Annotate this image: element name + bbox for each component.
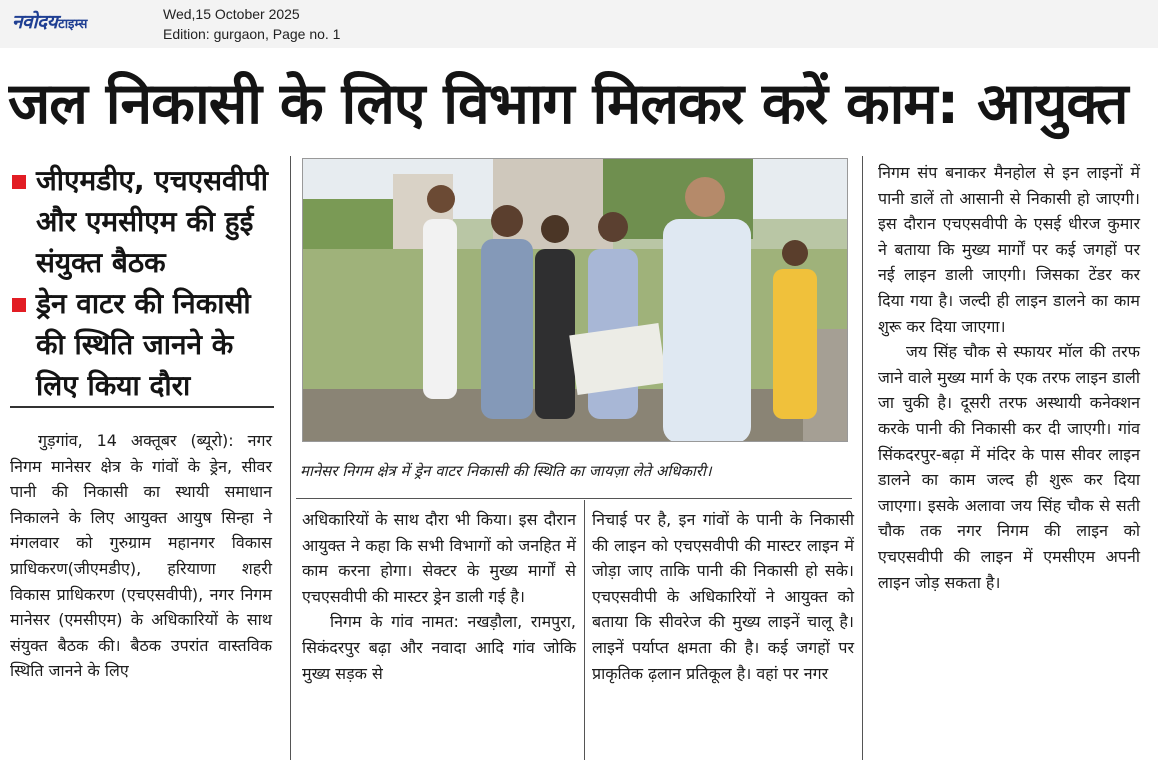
article-column-2 [302, 507, 576, 686]
subhead-divider [10, 406, 274, 408]
logo-main-text: नवोदय [12, 11, 58, 33]
photo-caption: मानेसर निगम क्षेत्र में ड्रेन वाटर निकासी की स्थिति का जायज़ा लेते अधिकारी। [300, 462, 712, 480]
subheads [12, 160, 282, 406]
red-square-bullet-icon [12, 175, 26, 189]
column-4-para-1: निगम संप बनाकर मैनहोल से इन लाइनों में पानी डालें तो आसानी से निकासी हो जाएगी। इस दौरान एचएसवीपी के एसई धीरज कुमार ने बताया कि मुख्य मार्गों पर कई जगहों पर नई लाइन डाली जाएगी। जिसका टेंडर कर दिया गया है। जल्दी ही लाइन डालने का काम शुरू कर दिया जाएगा। [878, 163, 1140, 336]
column-divider [290, 156, 291, 760]
article-column-4 [878, 160, 1140, 595]
column-divider [584, 500, 585, 760]
column-2-para-2: निगम के गांव नामत: नखड़ौला, रामपुरा, सिकंदरपुर बढ़ा और नवादा आदि गांव जोकि मुख्य सड़क से [302, 612, 576, 683]
masthead-bar [0, 0, 1158, 48]
column-3-text: निचाई पर है, इन गांवों के पानी के निकासी की लाइन को एचएसवीपी की मास्टर लाइन में जोड़ा जाए ताकि पानी की निकासी हो सके। एचएसवीपी के अधिकारियों ने आयुक्त को बताया कि सीवरेज की मुख्य लाइनें चालू है। लाइनें पर्याप्त क्षमता की है। कई जगहों पर प्राकृतिक ढ़लान प्रतिकूल है। वहां पर नगर [592, 510, 854, 683]
article-headline: जल निकासी के लिए विभाग मिलकर करें काम: आयुक्त [8, 71, 1128, 137]
caption-divider [296, 498, 852, 499]
subhead-2-text: ड्रेन वाटर की निकासी की स्थिति जानने के लिए किया दौरा [36, 287, 251, 402]
edition-info [163, 4, 340, 44]
logo-sub-text: टाइम्स [58, 17, 88, 32]
officials-inspecting-drain-photo [303, 159, 848, 442]
edition-date: Wed,15 October 2025 [163, 6, 300, 22]
article-column-1 [10, 428, 272, 684]
edition-page: Edition: gurgaon, Page no. 1 [163, 26, 341, 42]
red-square-bullet-icon [12, 298, 26, 312]
article-photo [302, 158, 848, 442]
column-4-para-2: जय सिंह चौक से स्फायर मॉल की तरफ जाने वाले मुख्य मार्ग के एक तरफ लाइन डाली जा चुकी है। दूसरी तरफ अस्थायी कनेक्शन करके पानी की निकासी कर दी जाएगी। गांव सिंकदरपुर-बढ़ा में मंदिर के पास सीवर लाइन डालने का काम जल्द ही शुरू कर दिया जाएगा। इसके अलावा जय सिंह चौक से सती चौक तक नगर निगम की लाइन को एचएसवीपी की लाइन में एमसीएम अपनी लाइन जोड़ सकता है। [878, 342, 1140, 592]
article-column-3 [592, 507, 854, 686]
column-divider [862, 156, 863, 760]
column-1-text: गुड़गांव, 14 अक्तूबर (ब्यूरो): नगर निगम मानेसर क्षेत्र के गांवों के ड्रेन, सीवर पानी की निकासी का स्थायी समाधान निकालने के लिए आयुक्त आयुष सिन्हा ने मंगलवार को गुरुग्राम महानगर विकास प्राधिकरण(जीएमडीए), हरियाणा शहरी विकास प्राधिकरण (एचएसवीपी), नगर निगम मानेसर (एमसीएम) के अधिकारियों के साथ संयुक्त बैठक की। बैठक उपरांत वास्तविक स्थिति जानने के लिए [10, 431, 272, 681]
subhead-1 [12, 160, 282, 283]
subhead-2 [12, 283, 282, 406]
column-2-para-1: अधिकारियों के साथ दौरा भी किया। इस दौरान आयुक्त ने कहा कि सभी विभागों को जनहित में काम करना होगा। सेक्टर के मुख्य मार्गों से एचएसवीपी की मास्टर ड्रेन डाली गई है। [302, 510, 576, 606]
subhead-1-text: जीएमडीए, एचएसवीपी और एमसीएम की हुई संयुक्त बैठक [36, 164, 269, 279]
newspaper-logo[interactable] [12, 8, 87, 34]
